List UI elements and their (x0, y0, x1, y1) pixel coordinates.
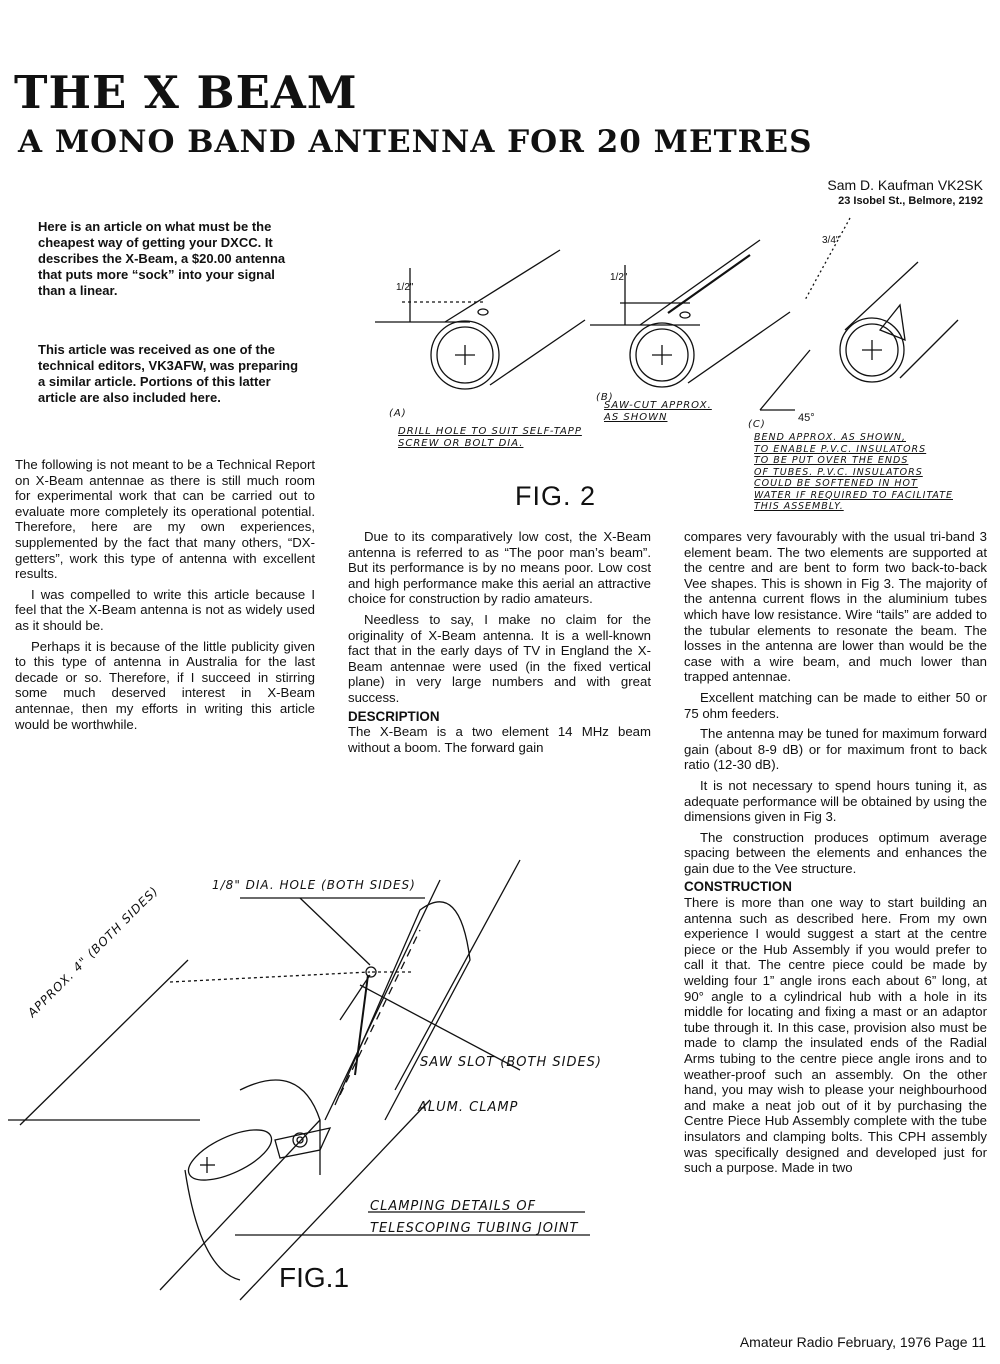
fig2-dim-c: 3/4" (822, 235, 840, 246)
section-heading-construction: CONSTRUCTION (684, 879, 792, 895)
article-subtitle: A MONO BAND ANTENNA FOR 20 METRES (18, 124, 813, 160)
paragraph: The construction produces optimum average spacing between the elements and enhances the gain due to the Vee structure. (684, 829, 987, 876)
paragraph: There is more than one way to start building an antenna such as described here. From my own experience I would suggest a start at the centre piece or the Hub Assembly if you would prefer to call it that. The centre piece could be made by welding four 1” angle irons each about 6” long, at 90° angle to a cylindrical hub with a hole in its middle for locating and fixing a mast or an adaptor tube through it. In this case, provision also must be made to clamp the insulated ends of the Radial Arms tubing to the centre piece angle irons and to weather-proof such an assembly. On the other hand, you may wish to please your neighbourhood and make a neat job out of it by purchasing the Centre Piece Hub Assembly complete with the tube insulators and clamping bolts. This CPH assembly was specifically designed and developed just for such a purpose. Made in two (684, 895, 987, 1176)
fig2-dim-a: 1/2" (396, 282, 414, 293)
intro-paragraph-1: Here is an article on what must be the cheapest way of getting your DXCC. It describes the X-Beam, a $20.00 antenna that puts more “sock” into your signal than a linear. (38, 219, 286, 298)
fig2-text-c: BEND APPROX. AS SHOWN, TO ENABLE P.V.C. INSULATORS TO BE PUT OVER THE ENDS OF TUBES. P.V.C. INSULATORS COULD BE SOFTENED IN HOT WATER IF REQUIRED TO FACILITATE THIS ASSEMBLY. (754, 432, 953, 512)
fig2-text-b: SAW-CUT APPROX. AS SHOWN (604, 400, 712, 423)
paragraph: compares very favourably with the usual tri-band 3 element beam. The two elements are supported at the centre and are bent to form two back-to-back Vee shapes. This is shown in Fig 3. The majority of the antenna current flows in the aluminium tubes which have low resistance. Wire “tails” are added to the tubular elements to resonate the beam. The losses in the antenna are lower than would be the case with a wire beam, and much lower than trapped antennae. (684, 529, 987, 685)
page-footer: Amateur Radio February, 1976 Page 11 (739, 1334, 986, 1350)
paragraph: The X-Beam is a two element 14 MHz beam without a boom. The forward gain (348, 724, 651, 755)
fig1-caption: FIG.1 (279, 1262, 350, 1293)
fig2-caption: FIG. 2 (515, 481, 597, 511)
fig2-label-b: (B) (596, 392, 614, 403)
fig1-approx-label: APPROX. 4" (BOTH SIDES) (25, 883, 162, 1020)
author-address: 23 Isobel St., Belmore, 2192 (838, 195, 983, 207)
section-heading-description: DESCRIPTION (348, 708, 440, 724)
fig1-hole-label: 1/8" DIA. HOLE (BOTH SIDES) (212, 878, 416, 892)
fig1-details-label: CLAMPING DETAILS OF TELESCOPING TUBING JOINT (370, 1199, 579, 1236)
fig2-text-a: DRILL HOLE TO SUIT SELF-TAPP SCREW OR BOLT DIA. (398, 426, 582, 449)
paragraph: I was compelled to write this article because I feel that the X-Beam antenna is not as widely used as it should be. (15, 586, 315, 633)
paragraph: Excellent matching can be made to either 50 or 75 ohm feeders. (684, 689, 987, 721)
author-name: Sam D. Kaufman VK2SK (827, 177, 983, 193)
paragraph: Perhaps it is because of the little publicity given to this type of antenna in Australia for the last decade or so. Therefore, if I succeed in stirring some much deserved interest in X-Beam antennae, then my efforts in writing this article would be worthwhile. (15, 638, 315, 732)
paragraph: The following is not meant to be a Technical Report on X-Beam antennae as there is still much room for experimental work that can be carried out to evaluate more completely its operational potential. Therefore, here are my own experiences, supplemented by the fact that many others, “DX-getters”, work this type of antenna with excellent results. (15, 457, 315, 582)
fig2-label-a: (A) (389, 408, 407, 419)
fig2-dim-b: 1/2" (610, 272, 628, 283)
fig1-saw-label: SAW SLOT (BOTH SIDES) (420, 1055, 603, 1070)
intro-paragraph-2: This article was received as one of the technical editors, VK3AFW, was preparing a similar article. Portions of this latter article are also included here. (38, 342, 299, 405)
paragraph: The antenna may be tuned for maximum forward gain (about 8-9 dB) or for maximum front to back ratio (12-30 dB). (684, 726, 987, 773)
paragraph: Needless to say, I make no claim for the originality of X-Beam antenna. It is a well-known fact that in the early days of TV in England the X-Beam antennae were used (in the fixed vertical plane) in very large numbers and with great success. (348, 611, 651, 705)
fig2-angle: 45° (798, 412, 815, 424)
paragraph: Due to its comparatively low cost, the X-Beam antenna is referred to as “The poor man’s beam”. But its performance is by no means poor. Low cost and high performance make this aerial an attractive choice for construction by radio amateurs. (348, 529, 651, 607)
fig1-clamp-label: ALUM. CLAMP (418, 1100, 519, 1115)
paragraph: It is not necessary to spend hours tuning it, as adequate performance will be obtained by using the dimensions given in Fig 3. (684, 777, 987, 825)
fig2-label-c: (C) (748, 419, 766, 430)
article-title: THE X BEAM (14, 66, 358, 119)
